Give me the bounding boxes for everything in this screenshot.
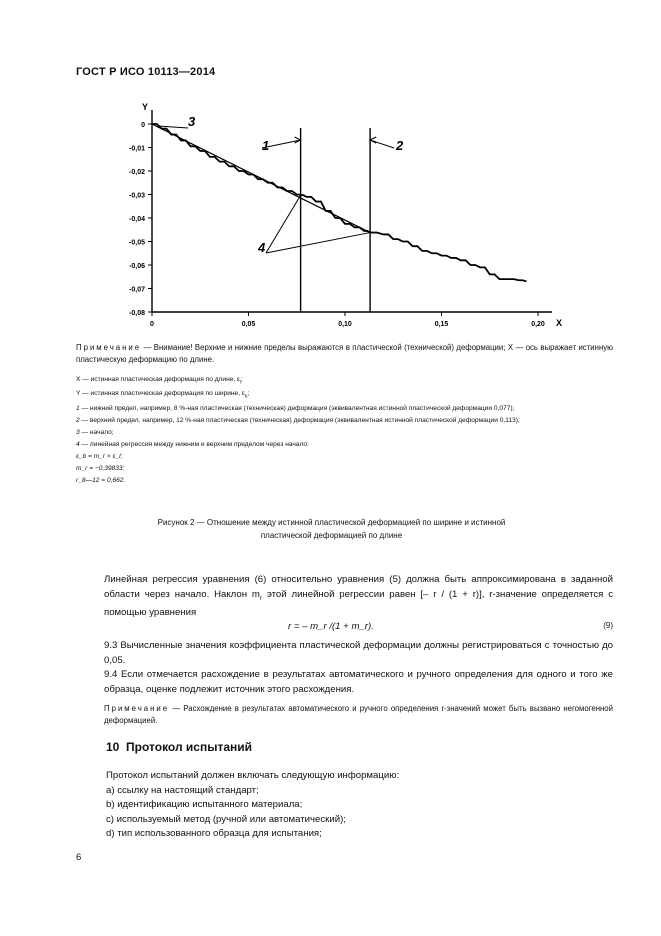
legend-item: X — истинная пластическая деформация по длине, $\varepsilon_l$; — [76, 376, 243, 385]
legend-item: 2 — верхний предел, например, 12 %-ная пластическая (техническая) деформация (эквивалентная истинной пластической деформации 0,113); — [76, 416, 520, 424]
y-tick-label: -0,08 — [129, 310, 145, 317]
caption-line-1: Рисунок 2 — Отношение между истинной пластической деформацией по ширине и истинной — [157, 518, 506, 527]
label-4: 4 — [258, 240, 266, 255]
note-text: — Внимание! Верхние и нижние пределы выражаются в пластической (технической) деформации; X — ось выражает истинную пластическую деформацию по длине. — [76, 343, 613, 364]
list-item: a) ссылку на настоящий стандарт; — [106, 785, 259, 796]
y-tick-label: -0,03 — [129, 192, 145, 200]
x-tick-label: 0,05 — [241, 321, 256, 328]
formula-number: (9) — [603, 621, 613, 630]
y-tick-label: -0,05 — [129, 239, 145, 247]
arrowhead-2 — [370, 137, 376, 143]
x-tick-label: 0 — [150, 321, 154, 328]
label-1: 1 — [262, 138, 270, 153]
arrow-3 — [158, 126, 188, 128]
intro-text: Протокол испытаний должен включать следующую информацию: — [106, 770, 400, 781]
list-item: d) тип использованного образца для испытания; — [106, 828, 322, 840]
legend-item: Y — истинная пластическая деформация по ширине, $\varepsilon_b$; — [76, 390, 250, 399]
y-axis-label: Y — [142, 102, 149, 112]
paragraph-9-4: 9.4 Если отмечается расхождение в результатах автоматического и ручного определения для одного и того же образца, оценке подлежит источник этого расхождения. — [104, 669, 613, 695]
label-2: 2 — [396, 138, 404, 153]
note-discrepancy: Примечание — Расхождение в результатах автоматического и ручного определения r-значений может быть вызвано негомогенной деформацией. — [104, 704, 613, 725]
legend-equation: r_8—12 = 0,662. — [76, 476, 126, 484]
arrow-4a — [266, 195, 301, 253]
section-heading: 10 Протокол испытаний — [106, 740, 253, 754]
x-tick-label: 0,20 — [531, 321, 545, 328]
document-header: ГОСТ Р ИСО 10113—2014 — [76, 66, 216, 78]
legend-item: 1 — нижний предел, например, 8 %-ная пластическая (техническая) деформация (эквивалентная истинной пластической деформации 0,077); — [76, 404, 515, 412]
x-tick-label: 0,15 — [434, 321, 449, 328]
y-tick-label: -0,07 — [129, 286, 145, 294]
y-tick-label: 0 — [141, 122, 145, 129]
paragraph-9-3: 9.3 Вычисленные значения коэффициента пластической деформации должны регистрироваться с точностью до 0,05. — [104, 640, 613, 666]
y-tick-label: -0,02 — [129, 169, 145, 176]
label-3: 3 — [188, 114, 196, 129]
y-tick-label: -0,04 — [129, 216, 145, 223]
figure-legend — [76, 374, 616, 487]
formula-text: r = – m_r /(1 + m_r). — [288, 621, 374, 632]
note-figure — [76, 342, 613, 366]
y-tick-label: -0,06 — [129, 263, 145, 270]
x-axis-label: X — [556, 318, 563, 328]
y-tick-label: -0,01 — [129, 145, 145, 153]
legend-equation: m_r = −0,39833; — [76, 464, 125, 472]
arrowhead-1 — [295, 137, 301, 143]
paragraph-regression: Линейная регрессия уравнения (6) относительно уравнения (5) должна быть аппроксимирована в заданной области через начало. Наклон $m_r$ этой линейной регрессии равен [– r / (1 + r)], r-значение определяется с помощью уравнения — [104, 574, 613, 618]
chart-axes — [142, 102, 562, 328]
report-items — [106, 784, 346, 842]
measured-series-line — [152, 124, 526, 281]
legend-item: 4 — линейная регрессия между нижним и верхним пределом через начало: — [76, 440, 309, 448]
caption-line-2: пластической деформацией по длине — [260, 531, 403, 540]
x-tick-label: 0,10 — [338, 321, 352, 328]
arrow-2 — [370, 140, 394, 148]
figure-caption — [76, 516, 587, 542]
arrow-4b — [266, 233, 370, 253]
list-item: b) идентификацию испытанного материала; — [106, 799, 303, 811]
note-label: Примечание — [76, 343, 142, 352]
legend-item: 3 — начало; — [76, 428, 114, 436]
list-item: c) используемый метод (ручной или автоматический); — [106, 813, 346, 825]
page-number: 6 — [76, 852, 82, 863]
legend-equation: ε_b = m_r × ε_l; — [76, 452, 123, 460]
strain-chart — [0, 0, 661, 340]
